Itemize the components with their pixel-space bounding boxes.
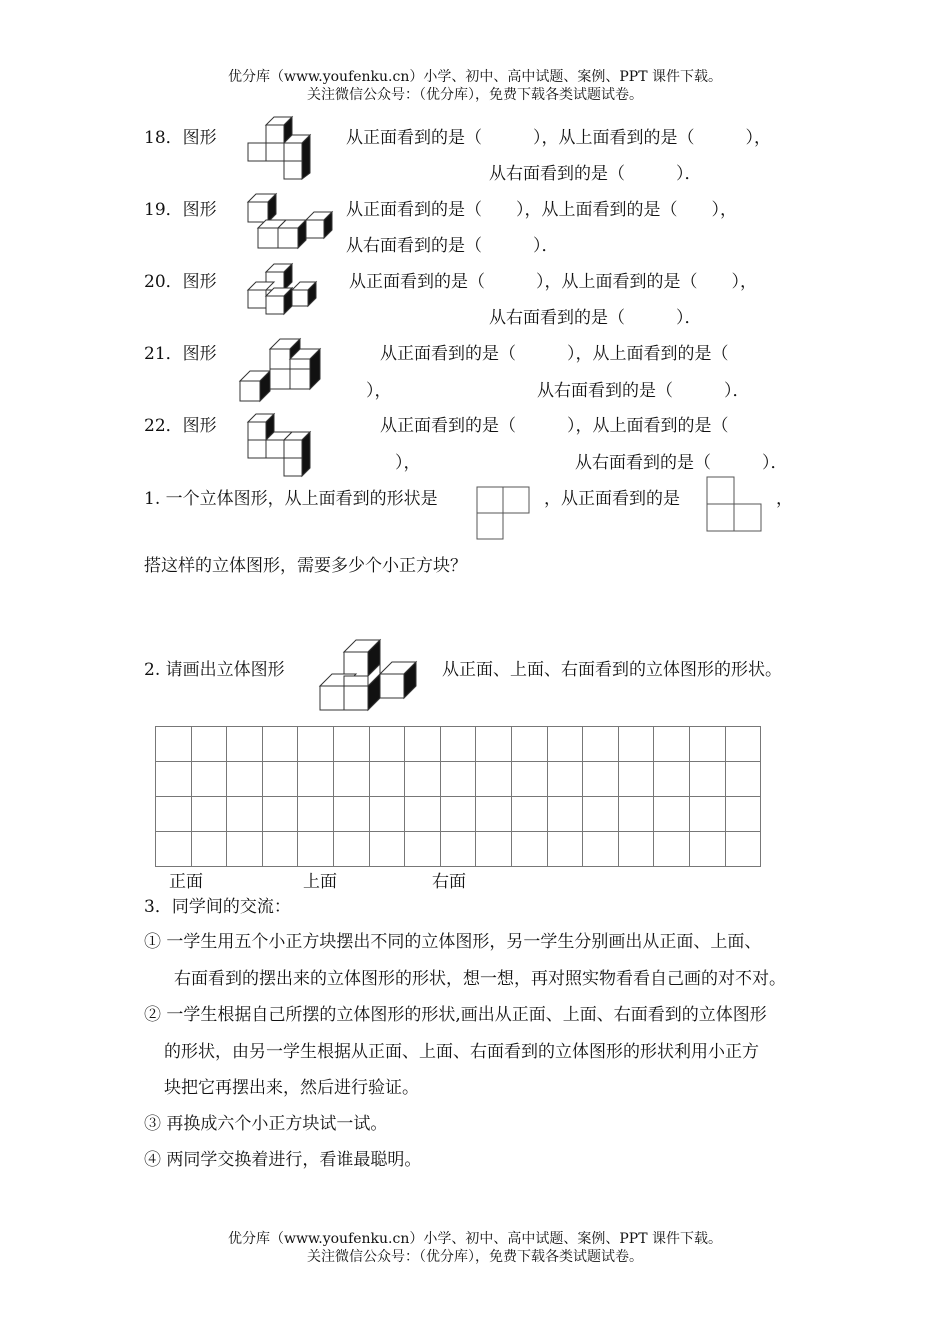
p3-item-2-cont-2: 块把它再摆出来，然后进行验证。: [164, 1078, 419, 1098]
q22-label: 22．图形: [144, 416, 217, 436]
q18-figure: [246, 115, 316, 185]
footer-line-1: 优分库（www.youfenku.cn）小学、初中、高中试题、案例、PPT 课件下载。: [227, 1231, 722, 1247]
grid-label-front: 正面: [169, 872, 203, 892]
q22-line-b: ），: [395, 453, 421, 473]
header-line-1: 优分库（www.youfenku.cn）小学、初中、高中试题、案例、PPT 课件下载。: [227, 69, 722, 85]
p1-text-a: 1. 一个立体图形，从上面看到的形状是: [144, 489, 438, 509]
p2-figure: [318, 636, 428, 716]
header-line-2: 关注微信公众号：（优分库），免费下载各类试题试卷。: [307, 87, 643, 103]
q20-line-b: 从右面看到的是（ ）．: [489, 308, 702, 328]
q21-line-c: 从右面看到的是（ ）．: [537, 381, 750, 401]
q18-line-b: 从右面看到的是（ ）．: [489, 164, 702, 184]
p1-text-b: ，从正面看到的是: [544, 489, 680, 509]
p1-top-view-figure: [476, 486, 532, 542]
footer-line-2: 关注微信公众号：（优分库），免费下载各类试题试卷。: [307, 1249, 643, 1265]
p2-text-a: 2. 请画出立体图形: [144, 660, 285, 680]
p3-item-2-cont-1: 的形状，由另一学生根据从正面、上面、右面看到的立体图形的形状利用小正方: [164, 1042, 759, 1062]
q20-figure: [246, 260, 318, 320]
q19-figure: [246, 188, 330, 260]
q20-label: 20．图形: [144, 272, 217, 292]
q19-line-a: 从正面看到的是（ ），从上面看到的是（ ），: [346, 200, 737, 220]
q19-label: 19．图形: [144, 200, 217, 220]
q20-line-a: 从正面看到的是（ ），从上面看到的是（ ），: [349, 272, 757, 292]
q22-line-a: 从正面看到的是（ ），从上面看到的是（: [380, 416, 729, 436]
q19-line-b: 从右面看到的是（ ）．: [346, 236, 559, 256]
p2-text-b: 从正面、上面、右面看到的立体图形的形状。: [442, 660, 782, 680]
grid-label-right: 右面: [432, 872, 466, 892]
p1-front-view-figure: [706, 476, 764, 534]
q21-line-b: ），: [366, 381, 392, 401]
q22-figure: [246, 408, 318, 484]
p3-item-1-cont: 右面看到的摆出来的立体图形的形状，想一想，再对照实物看看自己画的对不对。: [174, 969, 786, 989]
drawing-grid[interactable]: [155, 726, 761, 867]
p3-item-1: ① 一学生用五个小正方块摆出不同的立体图形，另一学生分别画出从正面、上面、: [144, 932, 762, 952]
q18-line-a: 从正面看到的是（ ），从上面看到的是（ ），: [346, 128, 771, 148]
p3-item-3: ③ 再换成六个小正方块试一试。: [144, 1114, 388, 1134]
p3-title: 3．同学间的交流：: [144, 897, 291, 917]
p1-text-c: ，: [776, 489, 793, 509]
p3-item-2: ② 一学生根据自己所摆的立体图形的形状,画出从正面、上面、右面看到的立体图形: [144, 1005, 767, 1025]
q21-label: 21．图形: [144, 344, 217, 364]
p1-text-d: 搭这样的立体图形，需要多少个小正方块？: [144, 556, 467, 576]
q21-line-a: 从正面看到的是（ ），从上面看到的是（: [380, 344, 729, 364]
q21-figure: [238, 337, 330, 407]
q22-line-c: 从右面看到的是（ ）．: [575, 453, 788, 473]
q18-label: 18．图形: [144, 128, 217, 148]
p3-item-4: ④ 两同学交换着进行，看谁最聪明。: [144, 1150, 422, 1170]
grid-label-top: 上面: [303, 872, 337, 892]
